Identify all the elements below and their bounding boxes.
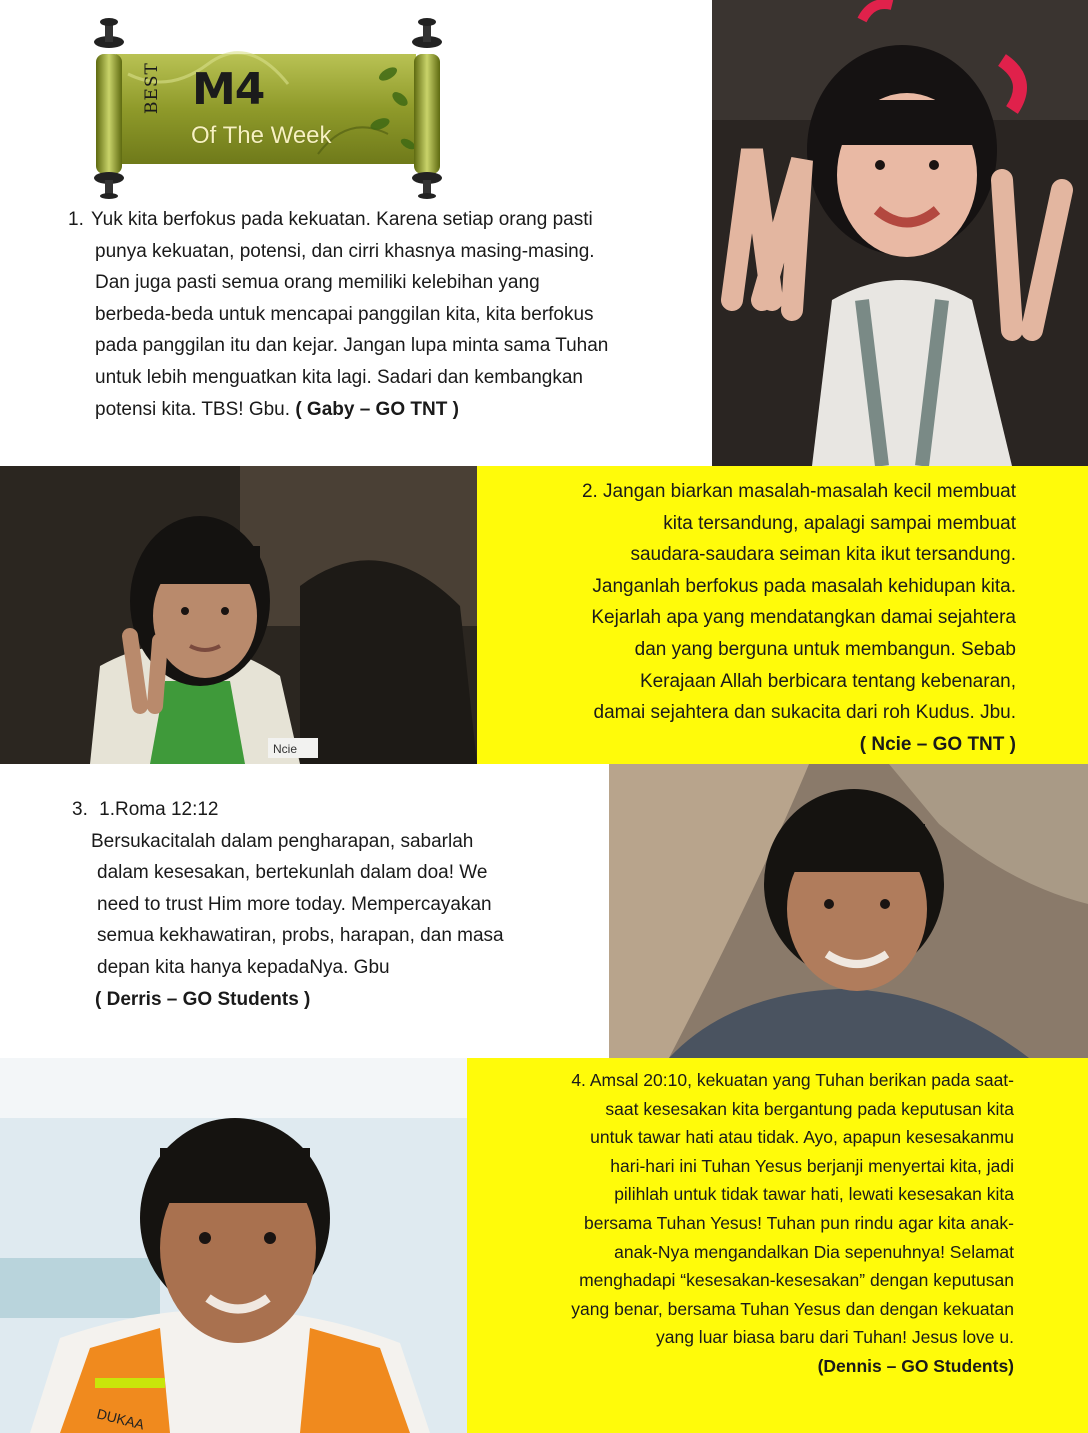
post-4 — [470, 1066, 1014, 1381]
post-1-line-4: berbeda-beda untuk mencapai panggilan kita, kita berfokus — [95, 303, 594, 325]
best-m4-logo — [88, 14, 450, 200]
post-3-number: 3. — [72, 799, 88, 820]
post-2-line-3: saudara-saudara seiman kita ikut tersandung. — [630, 544, 1016, 566]
post-3 — [72, 794, 602, 1015]
name-tag-text: Ncie — [273, 742, 298, 756]
post-1-line-1: Yuk kita berfokus pada kekuatan. Karena setiap orang pasti — [91, 209, 593, 230]
post-3-line-3: need to trust Him more today. Mempercayakan — [97, 893, 492, 915]
post-4-author: (Dennis – GO Students) — [817, 1355, 1014, 1376]
post-4-line-1: 4. Amsal 20:10, kekuatan yang Tuhan berikan pada saat- — [571, 1070, 1014, 1090]
post-3-heading: 1.Roma 12:12 — [99, 799, 219, 820]
post-2 — [480, 476, 1016, 760]
post-4-line-10: yang luar biasa baru dari Tuhan! Jesus love u. — [656, 1327, 1014, 1348]
post-2-line-8: damai sejahtera dan sukacita dari roh Kudus. Jbu. — [593, 702, 1016, 724]
post-4-line-9: yang benar, bersama Tuhan Yesus dan dengan kekuatan — [571, 1298, 1014, 1319]
post-1-line-6: untuk lebih menguatkan kita lagi. Sadari dan kembangkan — [95, 366, 583, 388]
photo-gaby — [712, 0, 1088, 466]
post-1-line-5: pada panggilan itu dan kejar. Jangan lupa minta sama Tuhan — [95, 335, 609, 357]
post-3-line-4: semua kekhawatiran, probs, harapan, dan masa — [97, 925, 504, 947]
post-1-line-7: potensi kita. TBS! Gbu. — [95, 398, 291, 420]
post-4-line-8: menghadapi “kesesakan-kesesakan” dengan keputusan — [579, 1270, 1014, 1291]
post-2-line-2: kita tersandung, apalagi sampai membuat — [663, 512, 1016, 534]
post-4-line-5: pilihlah untuk tidak tawar hati, lewati kesesakan kita — [614, 1184, 1014, 1205]
post-2-line-5: Kejarlah apa yang mendatangkan damai sejahtera — [591, 607, 1016, 629]
post-1-number: 1. — [68, 209, 84, 230]
post-3-author: ( Derris – GO Students ) — [95, 988, 311, 1010]
post-3-line-1: Bersukacitalah dalam pengharapan, sabarlah — [91, 830, 474, 852]
logo-m4-text: M4 — [192, 64, 265, 115]
photo-dennis — [0, 1058, 467, 1433]
post-4-line-4: hari-hari ini Tuhan Yesus berjanji menyertai kita, jadi — [610, 1155, 1014, 1176]
post-2-line-1: 2. Jangan biarkan masalah-masalah kecil membuat — [581, 481, 1016, 502]
post-1-line-2: punya kekuatan, potensi, dan cirri khasnya masing-masing. — [95, 240, 595, 262]
post-2-line-6: dan yang berguna untuk membangun. Sebab — [634, 638, 1016, 660]
post-2-author: ( Ncie – GO TNT ) — [859, 733, 1016, 755]
post-2-line-4: Janganlah berfokus pada masalah kehidupan kita. — [592, 575, 1016, 597]
photo-derris — [609, 764, 1088, 1058]
post-1-line-3: Dan juga pasti semua orang memiliki kelebihan yang — [95, 272, 540, 294]
post-2-line-7: Kerajaan Allah berbicara tentang kebenaran, — [639, 670, 1016, 692]
post-3-line-5: depan kita hanya kepadaNya. Gbu — [97, 956, 390, 978]
post-4-line-3: untuk tawar hati atau tidak. Ayo, apapun kesesakanmu — [590, 1127, 1014, 1148]
vest-text: DUKAA — [95, 1405, 146, 1433]
post-4-line-2: saat kesesakan kita bergantung pada keputusan kita — [605, 1098, 1014, 1119]
post-1-author: ( Gaby – GO TNT ) — [295, 398, 459, 420]
logo-of-the-week-text: Of The Week — [191, 122, 332, 149]
post-4-line-7: anak-Nya mengandalkan Dia sepenuhnya! Selamat — [614, 1241, 1014, 1262]
post-1 — [68, 204, 708, 425]
logo-best-text: BEST — [142, 62, 162, 114]
post-3-line-2: dalam kesesakan, bertekunlah dalam doa! We — [97, 862, 488, 884]
photo-ncie — [0, 466, 477, 764]
post-4-line-6: bersama Tuhan Yesus! Tuhan pun rindu agar kita anak- — [583, 1212, 1014, 1233]
